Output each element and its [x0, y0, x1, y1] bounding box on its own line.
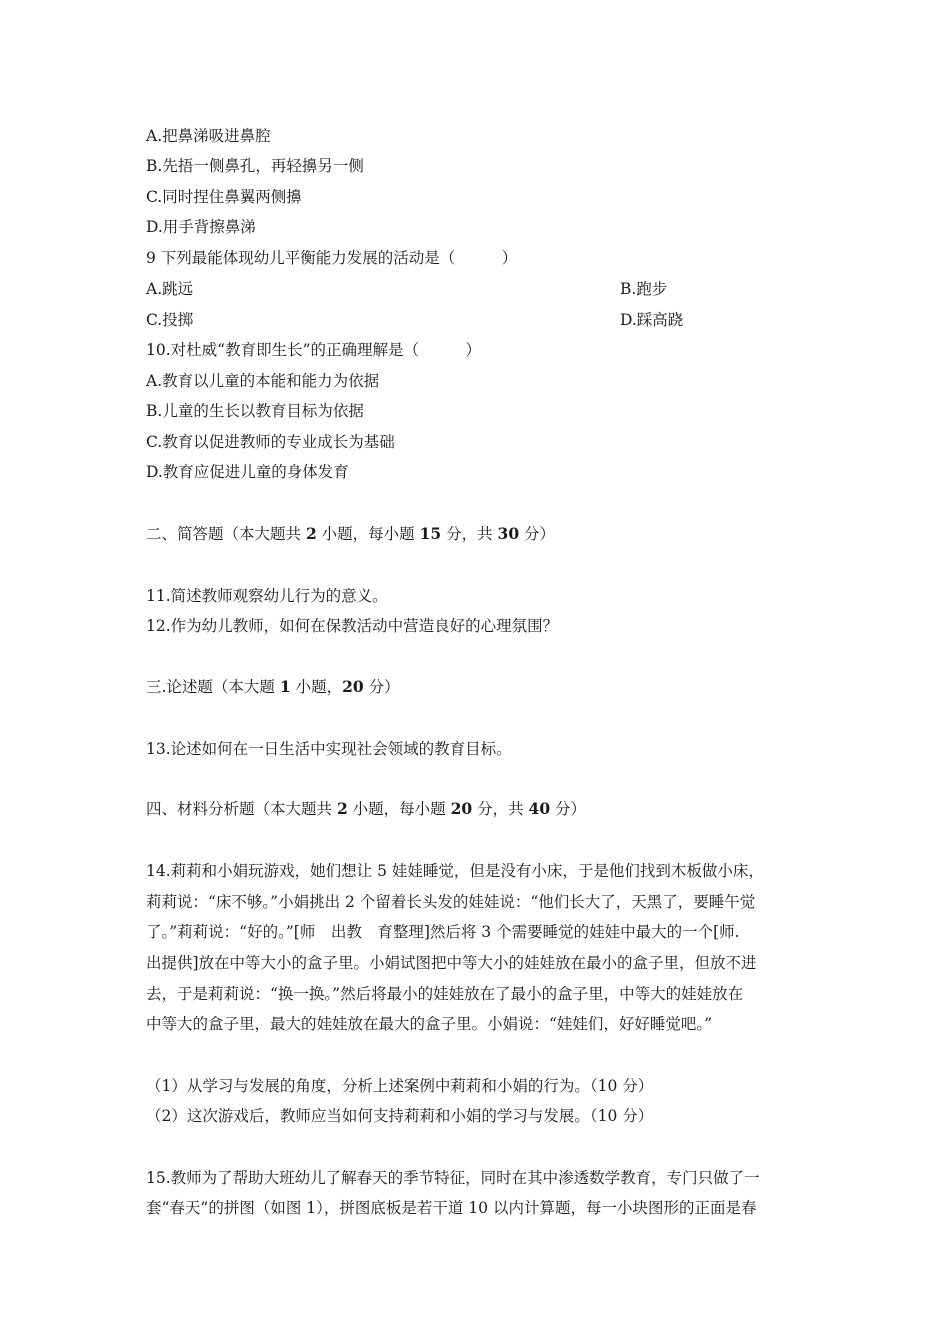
q10-option-a: A.教育以儿童的本能和能力为依据: [146, 372, 380, 390]
q14-subquestion-2: （2）这次游戏后，教师应当如何支持莉莉和小娟的学习与发展。（10 分）: [146, 1107, 654, 1125]
q15-line: 15.教师为了帮助大班幼儿了解春天的季节特征，同时在其中渗透数学教育，专门只做了一: [146, 1169, 760, 1187]
q10-option-c: C.教育以促进教师的专业成长为基础: [146, 433, 395, 451]
q8-option-d: D.用手背擦鼻涕: [146, 218, 256, 236]
q14-line: 14.莉莉和小娟玩游戏，她们想让 5 娃娃睡觉，但是没有小床，于是他们找到木板做小床，: [146, 862, 764, 880]
q8-option-b: B.先捂一侧鼻孔，再轻擤另一侧: [146, 157, 364, 175]
q14-line: 莉莉说：“床不够。”小娟挑出 2 个留着长头发的娃娃说：“他们长大了，天黑了，要睡午觉: [146, 893, 756, 911]
q9-option-b: B.跑步: [620, 280, 668, 298]
q9-option-a: A.跳远: [146, 280, 194, 298]
q8-option-a: A.把鼻涕吸进鼻腔: [146, 127, 271, 145]
q12: 12.作为幼儿教师，如何在保教活动中营造良好的心理氛围？: [146, 617, 559, 635]
q14-subquestion-1: （1）从学习与发展的角度，分析上述案例中莉莉和小娟的行为。（10 分）: [146, 1077, 654, 1095]
q10-stem: 10.对杜威“教育即生长”的正确理解是（ ）: [146, 341, 481, 359]
q9-stem: 9 下列最能体现幼儿平衡能力发展的活动是（ ）: [146, 249, 518, 267]
q15-line: 套“春天”的拼图（如图 1），拼图底板是若干道 10 以内计算题，每一小块图形的正面是春: [146, 1199, 757, 1217]
q14-line: 去，于是莉莉说：“换一换。”然后将最小的娃娃放在了最小的盒子里，中等大的娃娃放在: [146, 985, 744, 1003]
section-3-heading: 三.论述题（本大题 1 小题，20 分）: [146, 677, 400, 696]
q14-line: 中等大的盒子里，最大的娃娃放在最大的盒子里。小娟说：“娃娃们，好好睡觉吧。”: [146, 1015, 713, 1033]
q14-line: 出提供]放在中等大小的盒子里。小娟试图把中等大小的娃娃放在最小的盒子里，但放不进: [146, 954, 757, 972]
section-4-heading: 四、材料分析题（本大题共 2 小题，每小题 20 分，共 40 分）: [146, 799, 587, 818]
q10-option-b: B.儿童的生长以教育目标为依据: [146, 402, 364, 420]
section-2-heading: 二、简答题（本大题共 2 小题，每小题 15 分，共 30 分）: [146, 524, 556, 543]
q8-option-c: C.同时捏住鼻翼两侧擤: [146, 188, 302, 206]
q13: 13.论述如何在一日生活中实现社会领域的教育目标。: [146, 740, 512, 758]
q9-option-d: D.踩高跷: [620, 311, 684, 329]
q14-line: 了。”莉莉说：“好的。”[师 出教 育整理]然后将 3 个需要睡觉的娃娃中最大的一个[师.: [146, 923, 740, 941]
q9-option-c: C.投掷: [146, 311, 194, 329]
q10-option-d: D.教育应促进儿童的身体发育: [146, 463, 349, 481]
q11: 11.简述教师观察幼儿行为的意义。: [146, 587, 388, 605]
